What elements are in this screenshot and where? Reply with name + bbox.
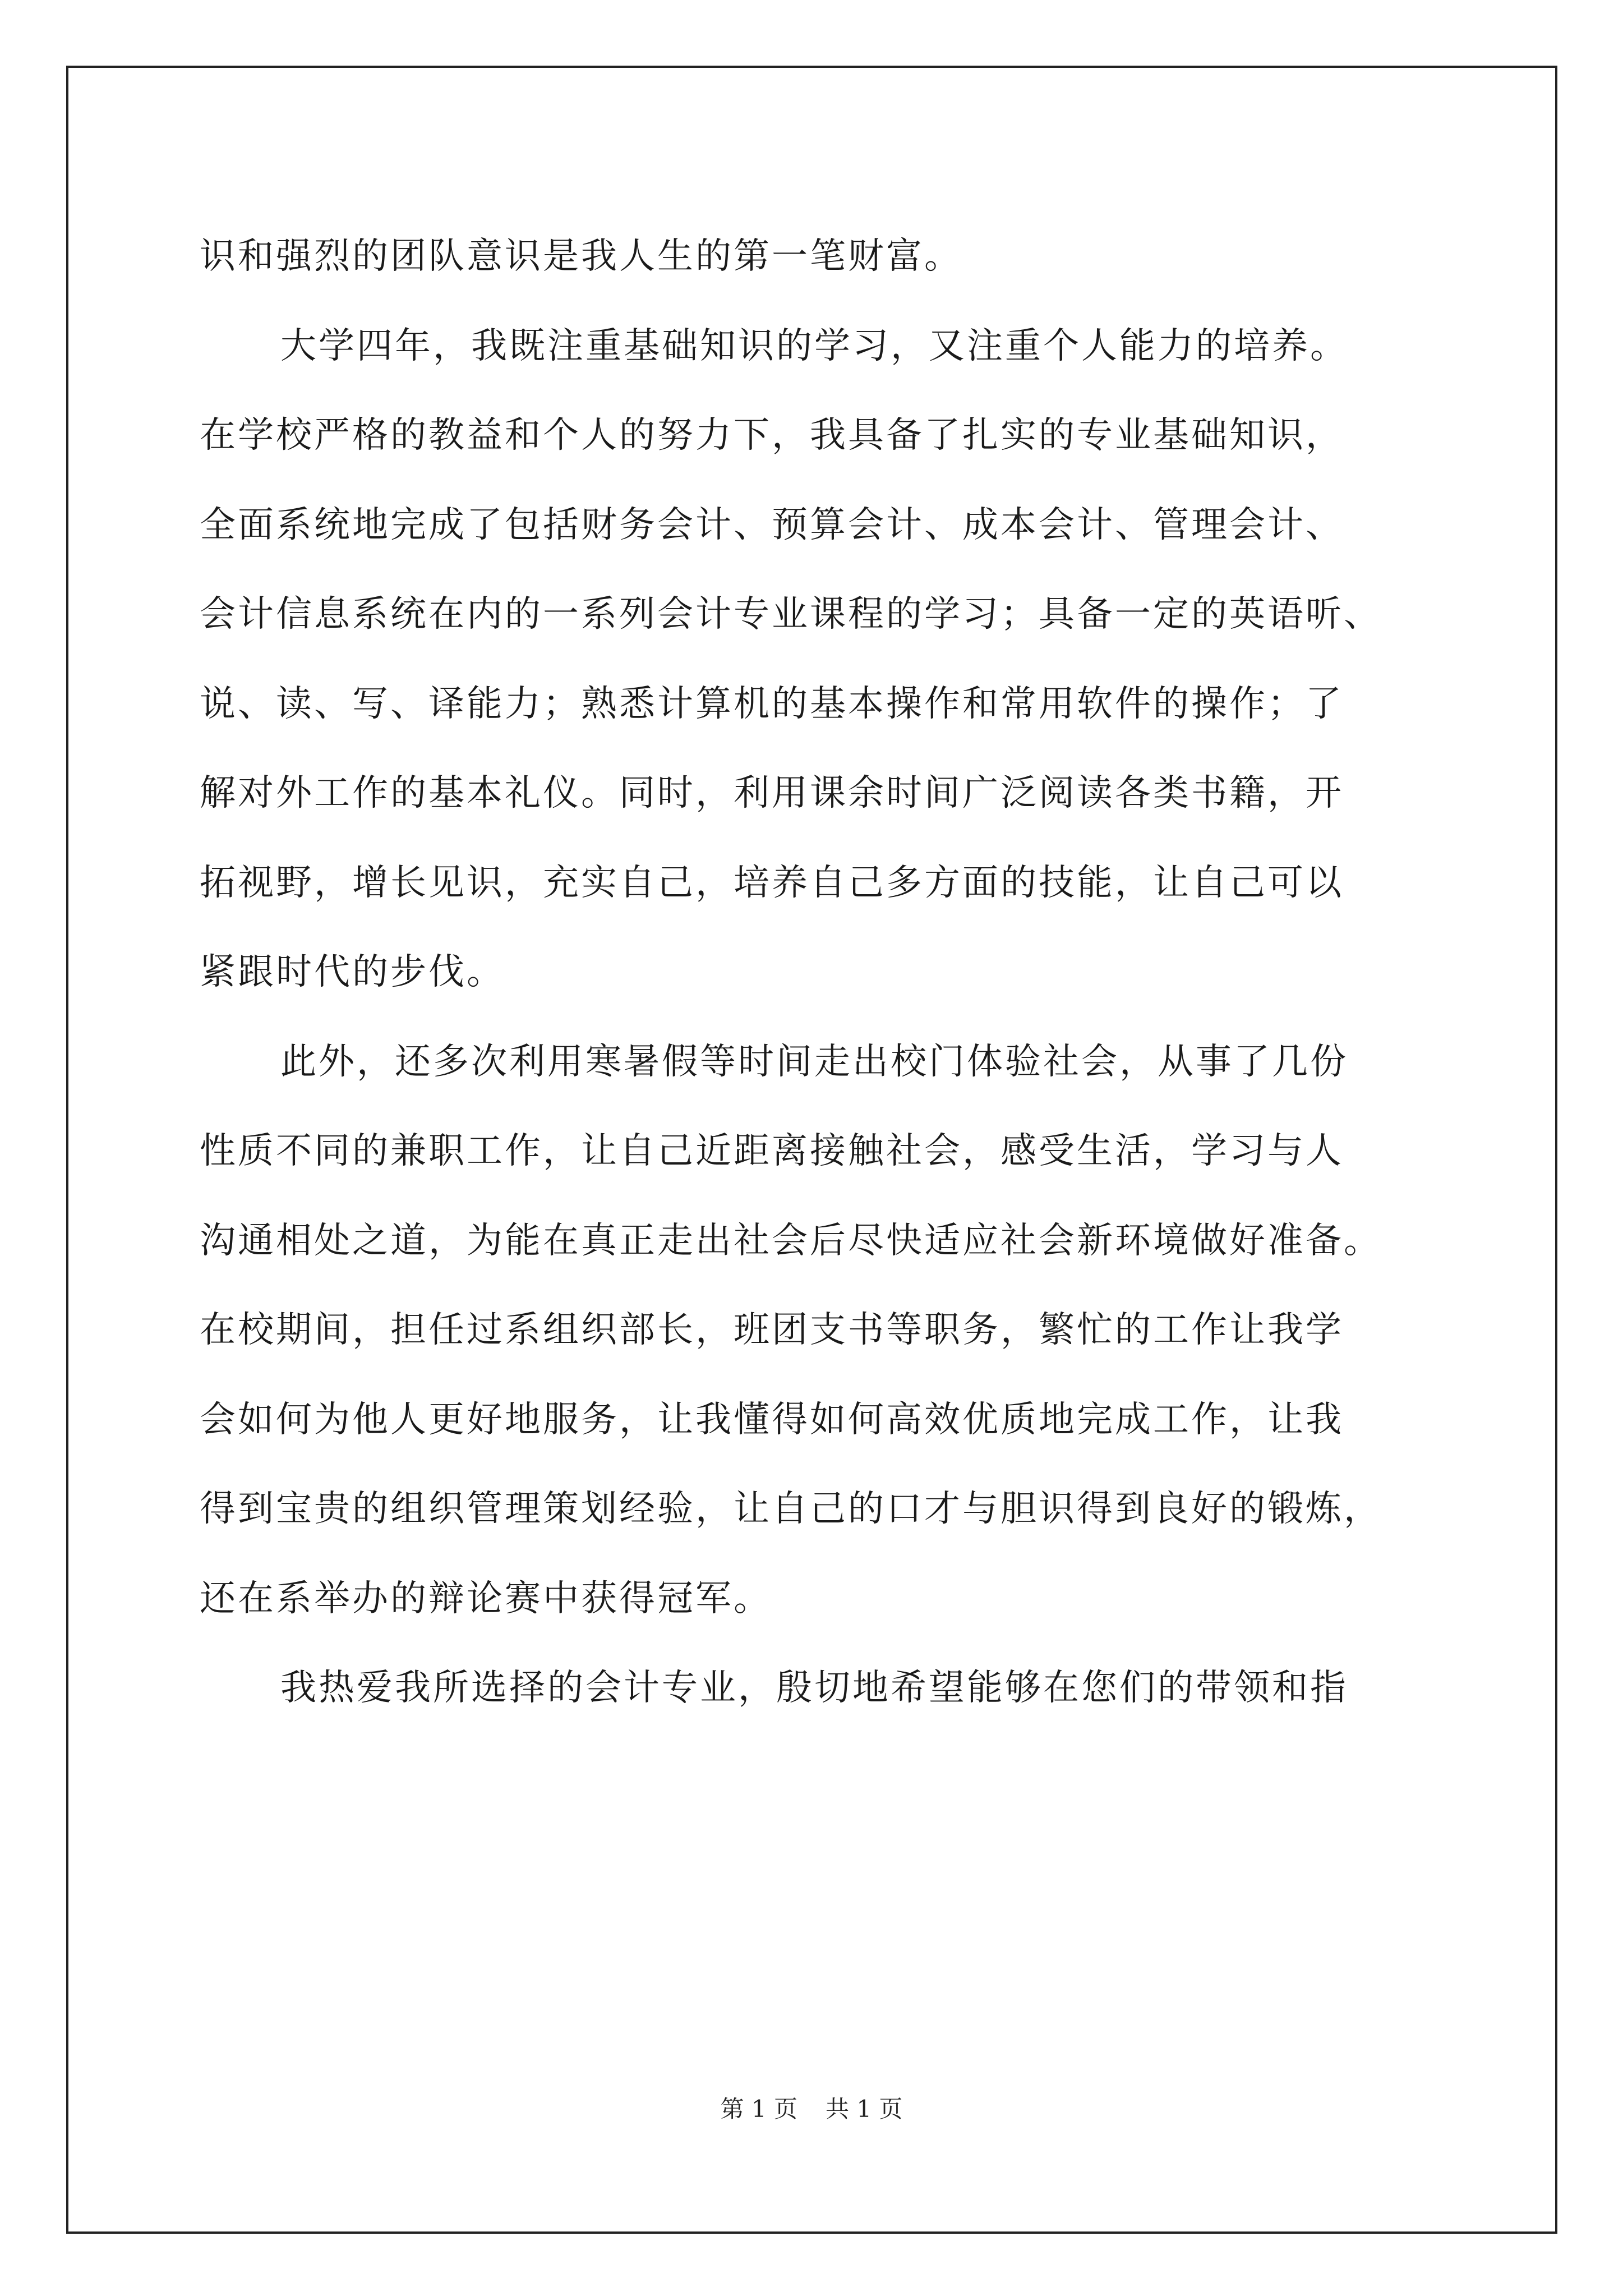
text-line: 大学四年，我既注重基础知识的学习，又注重个人能力的培养。 (280, 325, 1348, 367)
text-line: 性质不同的兼职工作，让自己近距离接触社会，感受生活，学习与人 (200, 1130, 1344, 1172)
text-line: 识和强烈的团队意识是我人生的第一笔财富。 (200, 236, 962, 277)
text-line: 沟通相处之道，为能在真正走出社会后尽快适应社会新环境做好准备。 (200, 1220, 1382, 1262)
text-line: 在学校严格的教益和个人的努力下，我具备了扎实的专业基础知识， (200, 415, 1344, 456)
text-line: 全面系统地完成了包括财务会计、预算会计、成本会计、管理会计、 (200, 504, 1344, 546)
text-line: 紧跟时代的步伐。 (200, 951, 505, 993)
text-line: 说、读、写、译能力；熟悉计算机的基本操作和常用软件的操作；了 (200, 683, 1344, 725)
page-number: 第 1 页 (720, 2095, 797, 2123)
text-line: 此外，还多次利用寒暑假等时间走出校门体验社会，从事了几份 (280, 1041, 1348, 1083)
text-line: 还在系举办的辩论赛中获得冠军。 (200, 1577, 772, 1619)
text-line: 拓视野，增长见识，充实自己，培养自己多方面的技能，让自己可以 (200, 862, 1344, 904)
text-line: 会计信息系统在内的一系列会计专业课程的学习；具备一定的英语听、 (200, 593, 1382, 635)
body-text (200, 212, 1484, 1733)
text-line: 会如何为他人更好地服务，让我懂得如何高效优质地完成工作，让我 (200, 1398, 1344, 1441)
text-line: 得到宝贵的组织管理策划经验，让自己的口才与胆识得到良好的锻炼， (200, 1488, 1382, 1530)
text-line: 解对外工作的基本礼仪。同时，利用课余时间广泛阅读各类书籍，开 (200, 772, 1344, 814)
text-line: 在校期间，担任过系组织部长，班团支书等职务，繁忙的工作让我学 (200, 1309, 1344, 1351)
page-total: 共 1 页 (826, 2095, 903, 2123)
text-line: 我热爱我所选择的会计专业，殷切地希望能够在您们的带领和指 (280, 1667, 1348, 1709)
page-footer (0, 2092, 1623, 2126)
